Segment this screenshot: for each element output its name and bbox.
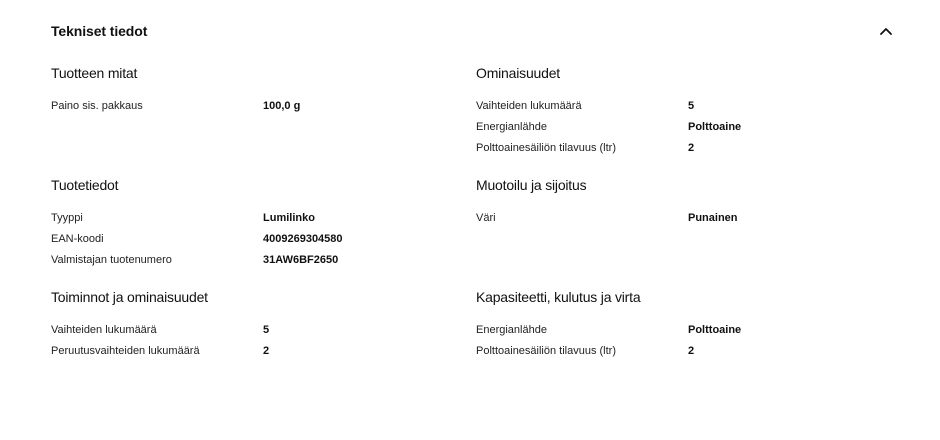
section-title: Tuotetiedot	[51, 177, 119, 193]
spec-row	[51, 96, 476, 117]
spec-label: Polttoainesäiliön tilavuus (ltr)	[476, 345, 617, 357]
section-title: Ominaisuudet	[476, 65, 560, 81]
spec-row	[476, 138, 901, 159]
spec-row	[476, 96, 901, 117]
spec-row	[51, 208, 476, 229]
spec-value: Polttoaine	[688, 324, 742, 336]
spec-row	[476, 208, 901, 229]
spec-row	[476, 341, 901, 362]
section-capacity	[476, 286, 901, 398]
spec-row	[51, 229, 476, 250]
section-design	[476, 174, 901, 286]
spec-value: 2	[263, 345, 270, 357]
section-product-info	[51, 174, 476, 286]
spec-value: Polttoaine	[688, 121, 742, 133]
spec-row	[51, 250, 476, 271]
tech-specs-accordion-header[interactable]	[51, 19, 893, 43]
spec-label: Tyyppi	[51, 212, 83, 224]
spec-row	[476, 117, 901, 138]
spec-label: Energianlähde	[476, 324, 547, 336]
spec-label: Valmistajan tuotenumero	[51, 254, 172, 266]
tech-specs-title: Tekniset tiedot	[51, 23, 148, 39]
spec-row	[51, 341, 476, 362]
spec-label: Paino sis. pakkaus	[51, 100, 143, 112]
spec-value: 5	[263, 324, 270, 336]
spec-value: 4009269304580	[263, 233, 343, 245]
spec-grid	[51, 62, 893, 398]
section-title: Toiminnot ja ominaisuudet	[51, 289, 208, 305]
section-product-dimensions	[51, 62, 476, 174]
spec-value: Punainen	[688, 212, 738, 224]
chevron-up-icon[interactable]	[879, 24, 893, 38]
spec-label: Vaihteiden lukumäärä	[476, 100, 582, 112]
spec-value: 31AW6BF2650	[263, 254, 339, 266]
section-features	[476, 62, 901, 174]
spec-value: 2	[688, 142, 695, 154]
spec-label: Väri	[476, 212, 496, 224]
spec-label: Polttoainesäiliön tilavuus (ltr)	[476, 142, 617, 154]
section-title: Kapasiteetti, kulutus ja virta	[476, 289, 641, 305]
spec-value: 5	[688, 100, 695, 112]
spec-value: Lumilinko	[263, 212, 315, 224]
spec-row	[51, 320, 476, 341]
spec-label: Energianlähde	[476, 121, 547, 133]
spec-label: EAN-koodi	[51, 233, 104, 245]
spec-label: Vaihteiden lukumäärä	[51, 324, 157, 336]
section-title: Muotoilu ja sijoitus	[476, 177, 587, 193]
spec-label: Peruutusvaihteiden lukumäärä	[51, 345, 200, 357]
section-functions	[51, 286, 476, 398]
spec-value: 2	[688, 345, 695, 357]
spec-value: 100,0 g	[263, 100, 301, 112]
section-title: Tuotteen mitat	[51, 65, 138, 81]
spec-row	[476, 320, 901, 341]
